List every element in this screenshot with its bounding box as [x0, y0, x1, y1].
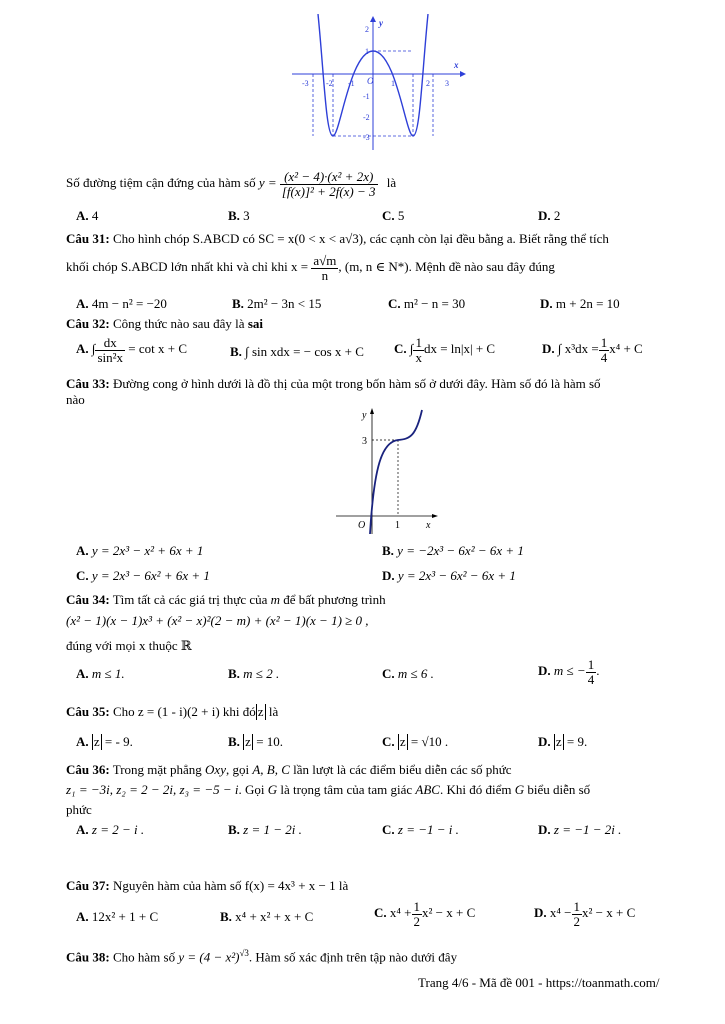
q36-option-c[interactable]: C. z = −1 − i . — [382, 822, 459, 837]
x-axis-label: x — [426, 520, 431, 531]
q36-option-a[interactable]: A. z = 2 − i . — [76, 822, 145, 837]
q30-stem: Số đường tiệm cận đứng của hàm số y = $\frac{\text{(x² − 4)·(x² + 2x)}}{\text{[f(x)]² + 2f(x) − 3}}$ là — [66, 169, 397, 199]
page-footer: Trang 4/6 - Mã đề 001 - https://toanmath.com/ — [418, 975, 660, 990]
q32-option-a[interactable]: A. ∫ $\frac{dx}{\text{sin²x}}$ = cot x + C — [76, 335, 187, 365]
q31-option-a[interactable]: A. 4m − n² = −20 — [76, 296, 167, 311]
q35-option-d[interactable]: D. z = 9. — [538, 734, 588, 749]
q36-line2: z₁ = −3i, z₂ = 2 − 2i, z₃ = −5 − i. Gọi G là trọng tâm của tam giác ABC. Khi đó điểm G biểu diễn số — [66, 782, 591, 797]
tick-y: 3 — [362, 436, 367, 447]
q32-option-c[interactable]: C. ∫ $\frac{1}{x}$ dx = ln|x| + C — [394, 335, 496, 365]
q30-option-d[interactable]: D. 2 — [538, 208, 561, 223]
q30-option-c[interactable]: C. 5 — [382, 208, 405, 223]
q37-stem: Câu 37: Nguyên hàm của hàm số f(x) = 4x³ + x − 1 là — [66, 878, 349, 893]
tick-x: -1 — [348, 79, 355, 88]
origin-label: O — [367, 76, 374, 86]
tick-x: 3 — [445, 79, 449, 88]
q32-stem: Câu 32: Công thức nào sau đây là sai — [66, 316, 263, 331]
q36-line3: phức — [66, 802, 92, 817]
tick-y: 2 — [365, 25, 369, 34]
x-axis-label: x — [454, 60, 459, 70]
q33-option-b[interactable]: B. y = −2x³ − 6x² − 6x + 1 — [382, 543, 524, 558]
q32-option-b[interactable]: B. ∫ sin xdx = − cos x + C — [230, 344, 364, 359]
q34-option-b[interactable]: B. m ≤ 2 . — [228, 666, 280, 681]
graph-cubic — [334, 406, 440, 536]
q37-option-c[interactable]: C. x⁴ + $\frac{1}{2}$ x² − x + C — [374, 899, 476, 929]
q30-option-a[interactable]: A. 4 — [76, 208, 99, 223]
q31-option-c[interactable]: C. m² − n = 30 — [388, 296, 466, 311]
q32-option-d[interactable]: D. ∫ x³dx = $\frac{1}{4}$ x⁴ + C — [542, 335, 643, 365]
q33-option-a[interactable]: A. y = 2x³ − x² + 6x + 1 — [76, 543, 204, 558]
tick-x: 1 — [395, 520, 400, 531]
q33-option-c[interactable]: C. y = 2x³ − 6x² + 6x + 1 — [76, 568, 210, 583]
y-axis-label: y — [379, 18, 383, 28]
q31-option-d[interactable]: D. m + 2n = 10 — [540, 296, 620, 311]
tick-x: -2 — [326, 79, 333, 88]
q31-line2: khối chóp S.ABCD lớn nhất khi và chỉ khi x = $\frac{a√m}{n}$ , (m, n ∈ N*). Mệnh đề nào sau đây đúng — [66, 253, 555, 283]
q37-option-b[interactable]: B. x⁴ + x² + x + C — [220, 909, 314, 924]
tick-y: 1 — [365, 47, 369, 56]
q31-line1: Câu 31: Cho hình chóp S.ABCD có SC = x(0 < x < a√3), các cạnh còn lại đều bằng a. Biết rằng thể tích — [66, 231, 609, 246]
q34-option-a[interactable]: A. m ≤ 1. — [76, 666, 125, 681]
tick-y: -2 — [363, 113, 370, 122]
q33-stem-2: nào — [66, 392, 85, 407]
cubic-curve — [370, 410, 422, 534]
q35-option-c[interactable]: C. z = √10 . — [382, 734, 449, 749]
y-axis-label: y — [362, 410, 367, 421]
q30-option-b[interactable]: B. 3 — [228, 208, 250, 223]
tick-y: -3 — [363, 133, 370, 142]
q37-option-a[interactable]: A. 12x² + 1 + C — [76, 909, 159, 924]
q35-option-a[interactable]: A. z = - 9. — [76, 734, 133, 749]
q35-option-b[interactable]: B. z = 10. — [228, 734, 284, 749]
q34-inequality: (x² − 1)(x − 1)x³ + (x² − x)²(2 − m) + (x² − 1)(x − 1) ≥ 0 , — [66, 613, 369, 628]
q36-line1: Câu 36: Trong mặt phẳng Oxy, gọi A, B, C lần lượt là các điểm biểu diễn các số phức — [66, 762, 512, 777]
q34-condition: đúng với mọi x thuộc ℝ — [66, 638, 192, 653]
tick-y: -1 — [363, 92, 370, 101]
q34-stem: Câu 34: Tìm tất cả các giá trị thực của m để bất phương trình — [66, 592, 386, 607]
q34-option-d[interactable]: D. m ≤ − $\frac{1}{4}$ . — [538, 657, 600, 687]
q33-option-d[interactable]: D. y = 2x³ − 6x² − 6x + 1 — [382, 568, 516, 583]
q35-stem: Câu 35: Cho z = (1 - i)(2 + i) khi đó z là — [66, 704, 279, 719]
tick-x: -3 — [302, 79, 309, 88]
q31-option-b[interactable]: B. 2m² − 3n < 15 — [232, 296, 322, 311]
q34-option-c[interactable]: C. m ≤ 6 . — [382, 666, 434, 681]
graph-quartic — [288, 14, 468, 152]
origin-label: O — [358, 520, 366, 531]
q36-option-d[interactable]: D. z = −1 − 2i . — [538, 822, 622, 837]
q38-stem: Câu 38: Cho hàm số $y = (4 - x^2)^{√3}$. Hàm số xác định trên tập nào dưới đây — [66, 948, 458, 965]
q36-option-b[interactable]: B. z = 1 − 2i . — [228, 822, 302, 837]
q33-stem: Câu 33: Đường cong ở hình dưới là đồ thị của một trong bốn hàm số ở dưới đây. Hàm số đó là hàm số — [66, 376, 601, 391]
q30-fraction: $\frac{\text{(x² − 4)·(x² + 2x)}}{\text{[f(x)]² + 2f(x) − 3}}$ — [281, 169, 376, 199]
tick-x: 2 — [426, 79, 430, 88]
q37-option-d[interactable]: D. x⁴ − $\frac{1}{2}$ x² − x + C — [534, 899, 636, 929]
tick-x: 1 — [391, 79, 395, 88]
